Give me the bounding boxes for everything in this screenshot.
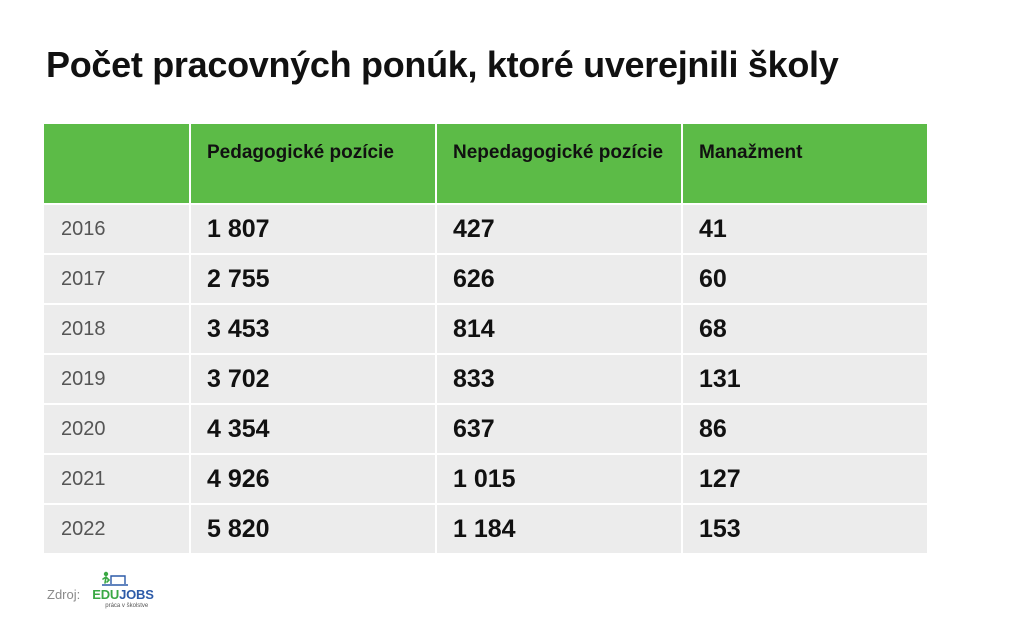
- table-cell-year: 2017: [44, 255, 189, 303]
- table-cell-year: 2021: [44, 455, 189, 503]
- table-cell-year: 2020: [44, 405, 189, 453]
- table-cell-manazment: 127: [683, 455, 927, 503]
- table-cell-year: 2018: [44, 305, 189, 353]
- table-cell-nepedagogicke: 833: [437, 355, 681, 403]
- table-cell-manazment: 68: [683, 305, 927, 353]
- logo-tagline: práca v školstve: [105, 603, 149, 609]
- logo-jobs: JOBS: [119, 587, 154, 602]
- table-cell-year: 2019: [44, 355, 189, 403]
- table-cell-nepedagogicke: 626: [437, 255, 681, 303]
- header-cell-empty: [44, 124, 189, 203]
- table-cell-pedagogicke: 3 702: [191, 355, 435, 403]
- table-cell-year: 2022: [44, 505, 189, 553]
- data-table: [44, 124, 924, 553]
- header-cell-pedagogicke: Pedagogické pozície: [191, 124, 435, 203]
- table-cell-manazment: 41: [683, 205, 927, 253]
- source-attribution: [47, 570, 158, 614]
- page-title: Počet pracovných ponúk, ktoré uverejnili školy: [46, 44, 839, 85]
- table-cell-manazment: 131: [683, 355, 927, 403]
- edujobs-logo: [92, 570, 158, 614]
- logo-wordmark: [92, 587, 153, 602]
- table-cell-nepedagogicke: 1 015: [437, 455, 681, 503]
- table-cell-nepedagogicke: 427: [437, 205, 681, 253]
- table-cell-pedagogicke: 1 807: [191, 205, 435, 253]
- table-cell-year: 2016: [44, 205, 189, 253]
- table-cell-pedagogicke: 2 755: [191, 255, 435, 303]
- table-cell-pedagogicke: 4 354: [191, 405, 435, 453]
- table-cell-nepedagogicke: 814: [437, 305, 681, 353]
- logo-edu: EDU: [92, 587, 120, 602]
- header-cell-manazment: Manažment: [683, 124, 927, 203]
- source-label: Zdroj:: [47, 586, 81, 602]
- table-cell-manazment: 86: [683, 405, 927, 453]
- header-cell-nepedagogicke: Nepedagogické pozície: [437, 124, 681, 203]
- table-cell-manazment: 153: [683, 505, 927, 553]
- table-cell-manazment: 60: [683, 255, 927, 303]
- table-cell-pedagogicke: 3 453: [191, 305, 435, 353]
- table-cell-nepedagogicke: 1 184: [437, 505, 681, 553]
- table-cell-pedagogicke: 5 820: [191, 505, 435, 553]
- table-cell-pedagogicke: 4 926: [191, 455, 435, 503]
- table-cell-nepedagogicke: 637: [437, 405, 681, 453]
